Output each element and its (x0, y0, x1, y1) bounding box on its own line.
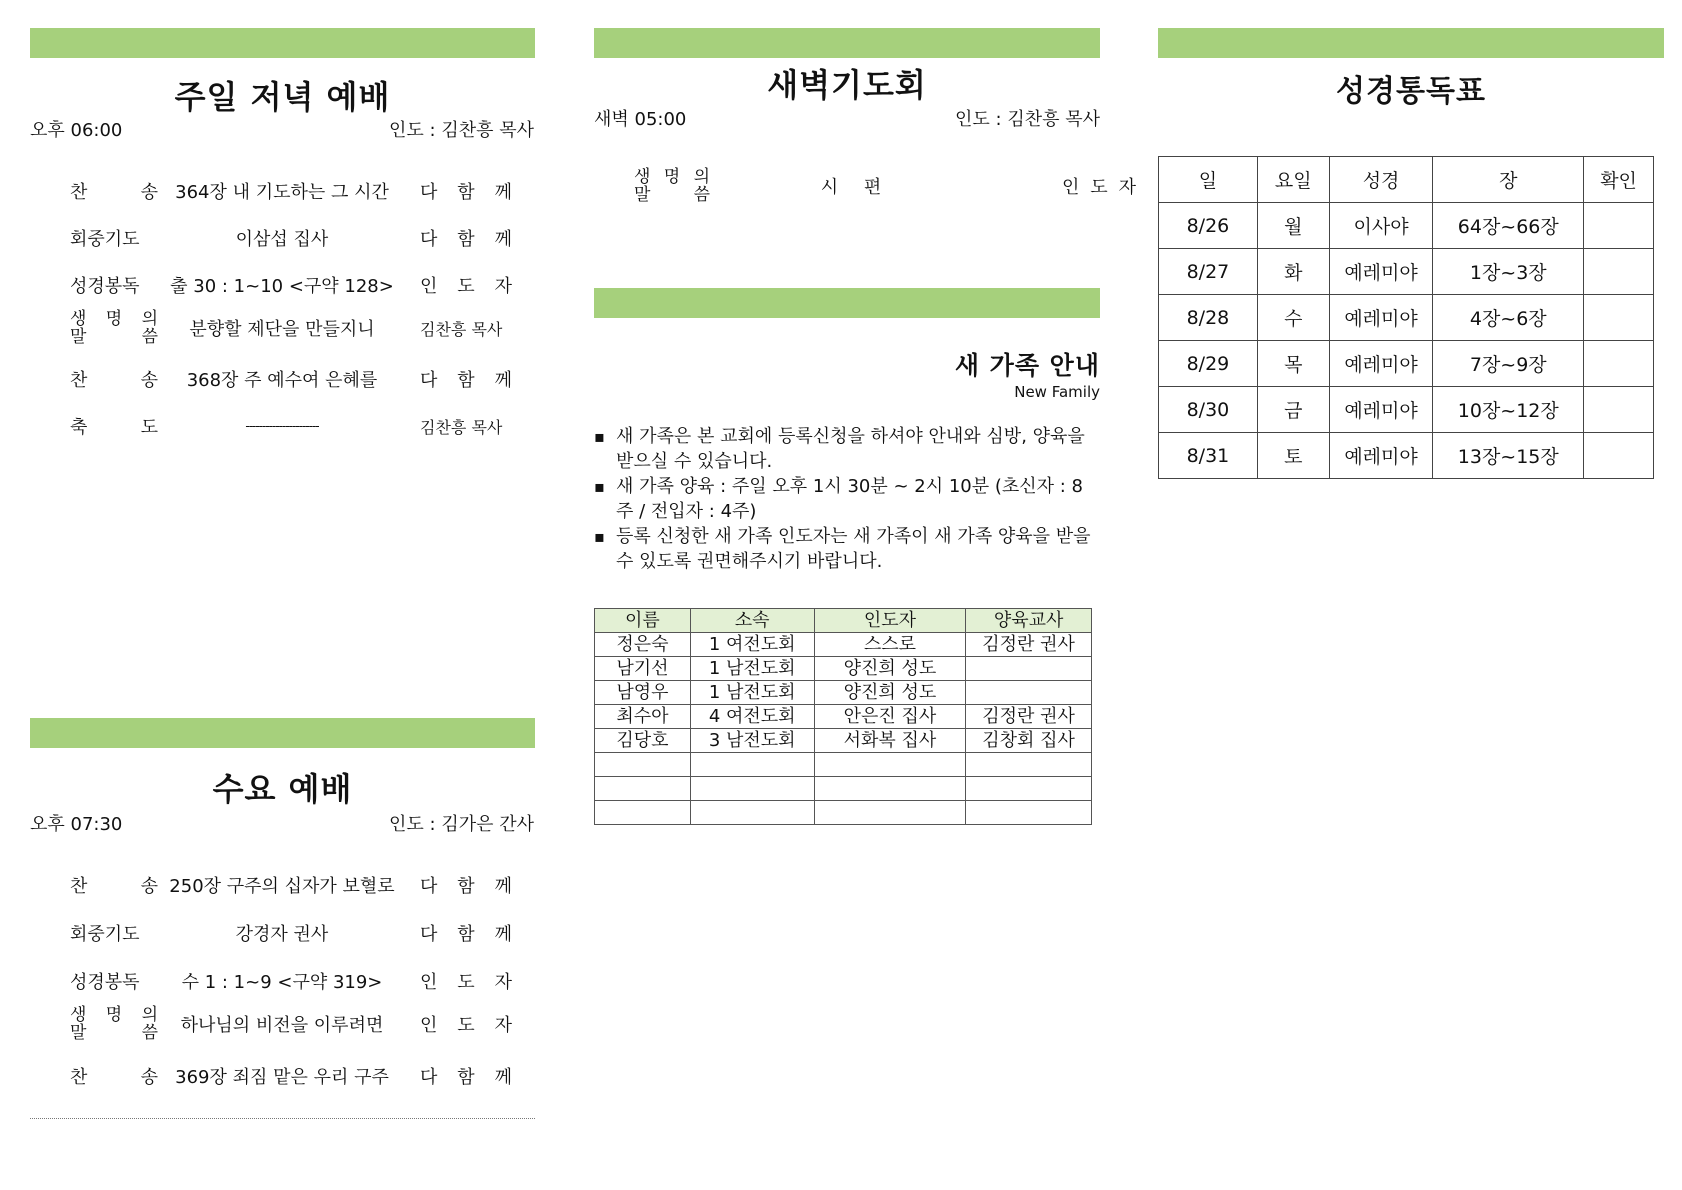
order-who: 인 도 자 (420, 972, 512, 993)
order-label: 축 도 (70, 417, 158, 438)
table-row (595, 729, 1092, 753)
cell (595, 753, 691, 777)
dawn-time: 새벽 05:00 (594, 109, 687, 130)
cell: 김당호 (595, 729, 691, 753)
order-row (70, 272, 512, 298)
header-group: 소속 (690, 609, 814, 633)
order-label-top: 생 명 의 (634, 167, 710, 187)
cell: 예레미야 (1329, 295, 1433, 341)
order-label: 찬 송 (70, 876, 158, 897)
order-label-bottom: 말 씀 (70, 1023, 158, 1043)
order-label (634, 168, 710, 204)
cell: 남영우 (595, 681, 691, 705)
cell: 8/28 (1159, 295, 1258, 341)
section-bar-bible (1158, 28, 1664, 58)
order-label: 찬 송 (70, 182, 158, 203)
table-row (1159, 433, 1654, 479)
notice-item: ▪ 등록 신청한 새 가족 인도자는 새 가족이 새 가족 양육을 받을 수 있도록 권면해주시기 바랍니다. (594, 524, 1100, 574)
order-label-bottom: 말 씀 (70, 327, 158, 347)
cell (595, 777, 691, 801)
order-who: 다 함 께 (420, 182, 512, 203)
cell: 7장~9장 (1433, 341, 1584, 387)
dawn-leader: 인도 : 김찬흥 목사 (955, 109, 1100, 130)
order-row (70, 1006, 512, 1042)
order-content: 250장 구주의 십자가 보혈로 (169, 876, 395, 897)
cell (966, 753, 1092, 777)
order-row (70, 920, 512, 946)
order-content: 369장 죄짐 맡은 우리 구주 (175, 1067, 389, 1088)
cell: 김창회 집사 (966, 729, 1092, 753)
order-who: 김찬흥 목사 (420, 319, 503, 339)
table-row (595, 633, 1092, 657)
table-header-row (1159, 157, 1654, 203)
header-check: 확인 (1584, 157, 1654, 203)
cell (966, 777, 1092, 801)
order-who: 인 도 자 (420, 1015, 512, 1036)
order-label-top: 생 명 의 (70, 1005, 158, 1025)
cell: 4 여전도회 (690, 705, 814, 729)
table-row (1159, 387, 1654, 433)
order-label-bottom: 말 씀 (634, 185, 710, 205)
cell: 남기선 (595, 657, 691, 681)
header-teacher: 양육교사 (966, 609, 1092, 633)
header-book: 성경 (1329, 157, 1433, 203)
section-bar-wednesday (30, 718, 535, 748)
order-content: 수 1 : 1~9 <구약 319> (181, 972, 383, 993)
table-row (595, 681, 1092, 705)
order-content: 하나님의 비전을 이루려면 (180, 1015, 384, 1036)
cell: 화 (1257, 249, 1329, 295)
table-row (1159, 203, 1654, 249)
order-row (70, 968, 512, 994)
order-who: 다 함 께 (420, 229, 512, 250)
cell: 예레미야 (1329, 341, 1433, 387)
table-row (1159, 341, 1654, 387)
cell (595, 801, 691, 825)
cell: 예레미야 (1329, 433, 1433, 479)
cell: 목 (1257, 341, 1329, 387)
check-cell[interactable] (1584, 249, 1654, 295)
table-row (1159, 249, 1654, 295)
new-family-table (594, 608, 1092, 825)
dotted-divider (30, 1118, 535, 1119)
cell: 김정란 권사 (966, 633, 1092, 657)
order-content: 분향할 제단을 만들지니 (189, 319, 375, 340)
wednesday-leader: 인도 : 김가은 간사 (389, 814, 534, 835)
cell: 예레미야 (1329, 249, 1433, 295)
order-content: 368장 주 예수여 은혜를 (186, 370, 378, 391)
table-row (1159, 295, 1654, 341)
notice-item: ▪ 새 가족은 본 교회에 등록신청을 하셔야 안내와 심방, 양육을 받으실 수 있습니다. (594, 424, 1100, 474)
cell: 스스로 (814, 633, 966, 657)
table-row (595, 705, 1092, 729)
order-label: 회중기도 (70, 229, 140, 250)
order-label: 성경봉독 (70, 972, 140, 993)
bible-reading-table (1158, 156, 1654, 479)
cell (690, 777, 814, 801)
cell: 1 남전도회 (690, 657, 814, 681)
check-cell[interactable] (1584, 295, 1654, 341)
order-who: 김찬흥 목사 (420, 417, 503, 437)
cell: 13장~15장 (1433, 433, 1584, 479)
order-who: 다 함 께 (420, 1067, 512, 1088)
cell: 양진희 성도 (814, 681, 966, 705)
new-family-subtitle: New Family (1014, 383, 1100, 401)
cell: 예레미야 (1329, 387, 1433, 433)
cell: 64장~66장 (1433, 203, 1584, 249)
cell (966, 657, 1092, 681)
order-content: 출 30 : 1~10 <구약 128> (170, 276, 394, 297)
cell (814, 801, 966, 825)
order-content: 강경자 권사 (235, 924, 329, 945)
check-cell[interactable] (1584, 341, 1654, 387)
cell (814, 753, 966, 777)
check-cell[interactable] (1584, 387, 1654, 433)
cell: 8/31 (1159, 433, 1258, 479)
section-bar-dawn (594, 28, 1100, 58)
header-day: 일 (1159, 157, 1258, 203)
cell: 최수아 (595, 705, 691, 729)
wednesday-time: 오후 07:30 (30, 814, 123, 835)
cell: 1 남전도회 (690, 681, 814, 705)
header-weekday: 요일 (1257, 157, 1329, 203)
dawn-order-row (634, 168, 1136, 204)
order-who: 다 함 께 (420, 876, 512, 897)
cell: 10장~12장 (1433, 387, 1584, 433)
cell: 양진희 성도 (814, 657, 966, 681)
order-label-top: 생 명 의 (70, 309, 158, 329)
cell: 3 남전도회 (690, 729, 814, 753)
order-label: 찬 송 (70, 370, 158, 391)
cell: 4장~6장 (1433, 295, 1584, 341)
cell: 8/30 (1159, 387, 1258, 433)
order-row (70, 413, 512, 439)
order-row (70, 225, 512, 251)
order-label: 회중기도 (70, 924, 140, 945)
order-who: 인 도 자 (420, 276, 512, 297)
order-content: ---------------------- (245, 419, 319, 433)
order-row (70, 1063, 512, 1089)
order-label: 성경봉독 (70, 276, 140, 297)
table-row (595, 777, 1092, 801)
cell: 이사야 (1329, 203, 1433, 249)
order-content: 364장 내 기도하는 그 시간 (175, 182, 389, 203)
table-row (595, 801, 1092, 825)
header-guide: 인도자 (814, 609, 966, 633)
cell (966, 681, 1092, 705)
order-who: 인 도 자 (1062, 177, 1136, 198)
cell: 수 (1257, 295, 1329, 341)
new-family-notices (594, 424, 1100, 574)
order-row (70, 366, 512, 392)
cell: 김정란 권사 (966, 705, 1092, 729)
new-family-title: 새 가족 안내 (954, 351, 1100, 380)
bible-reading-title: 성경통독표 (1336, 74, 1486, 109)
cell (690, 801, 814, 825)
order-label (70, 1006, 158, 1042)
cell: 서화복 집사 (814, 729, 966, 753)
dawn-title: 새벽기도회 (767, 66, 927, 104)
cell (966, 801, 1092, 825)
cell: 정은숙 (595, 633, 691, 657)
table-row (595, 657, 1092, 681)
sunday-evening-title: 주일 저녁 예배 (174, 78, 391, 116)
order-row (70, 178, 512, 204)
check-cell[interactable] (1584, 433, 1654, 479)
order-label: 찬 송 (70, 1067, 158, 1088)
cell (690, 753, 814, 777)
header-name: 이름 (595, 609, 691, 633)
section-bar-new-family (594, 288, 1100, 318)
sunday-evening-time: 오후 06:00 (30, 120, 123, 141)
cell (814, 777, 966, 801)
wednesday-title: 수요 예배 (212, 770, 353, 808)
table-row (595, 753, 1092, 777)
cell: 8/27 (1159, 249, 1258, 295)
notice-item: ▪ 새 가족 양육 : 주일 오후 1시 30분 ~ 2시 10분 (초신자 : 8주 / 전입자 : 4주) (594, 474, 1100, 524)
cell: 토 (1257, 433, 1329, 479)
cell: 8/29 (1159, 341, 1258, 387)
order-who: 다 함 께 (420, 370, 512, 391)
cell: 안은진 집사 (814, 705, 966, 729)
cell: 금 (1257, 387, 1329, 433)
order-content: 이삼섭 집사 (235, 229, 329, 250)
check-cell[interactable] (1584, 203, 1654, 249)
cell: 1 여전도회 (690, 633, 814, 657)
order-who: 다 함 께 (420, 924, 512, 945)
cell: 8/26 (1159, 203, 1258, 249)
table-header-row (595, 609, 1092, 633)
cell: 월 (1257, 203, 1329, 249)
header-chapter: 장 (1433, 157, 1584, 203)
cell: 1장~3장 (1433, 249, 1584, 295)
section-bar-sunday (30, 28, 535, 58)
sunday-evening-leader: 인도 : 김찬흥 목사 (389, 120, 534, 141)
order-content: 시 편 (820, 177, 892, 198)
order-row (70, 872, 512, 898)
order-row (70, 310, 512, 346)
order-label (70, 310, 158, 346)
